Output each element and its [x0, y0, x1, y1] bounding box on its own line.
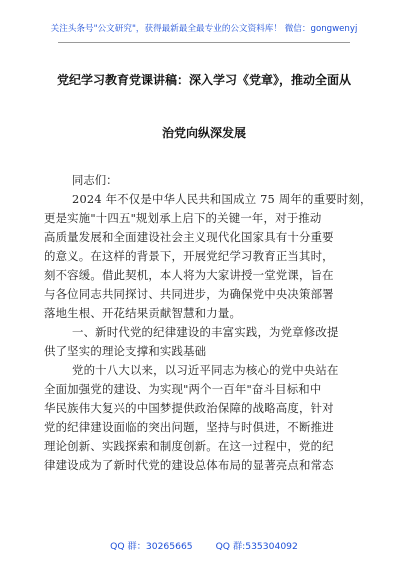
section-heading-line: 一、新时代党的纪律建设的丰富实践，为党章修改提 [72, 325, 339, 339]
header-divider [58, 42, 350, 43]
body-line: 的意义。在这样的背景下，开展党纪学习教育正当其时， [44, 249, 334, 263]
body-line: 党的十八大以来，以习近平同志为核心的党中央站在 [72, 363, 339, 377]
document-title-line-1: 党纪学习教育党课讲稿：深入学习《党章》，推动全面从 [56, 73, 351, 87]
body-line: 高质量发展和全面建设社会主义现代化国家具有十分重要 [44, 230, 334, 244]
body-line: 更是实施"十四五"规划承上启下的关键一年，对于推动 [44, 211, 322, 225]
body-line: 全面加强党的建设、为实现"两个一百年"奋斗目标和中 [44, 382, 322, 396]
header-banner: 关注头条号"公文研究"，获得最新最全最专业的公文资料库！ 微信：gongwenyj [50, 24, 358, 34]
footer-qq-group-1: QQ 群：30265665 [110, 541, 193, 552]
body-line: 落地生根、开花结果贡献智慧和力量。 [44, 306, 242, 320]
body-line: 与各位同志共同探讨、共同进步，为确保党中央决策部署 [44, 287, 334, 301]
footer-contact [0, 538, 408, 552]
body-line: 律建设成为了新时代党的建设总体布局的显著亮点和常态 [44, 458, 334, 472]
body-line: 刻不容缓。借此契机，本人将为大家讲授一堂党课，旨在 [44, 268, 334, 282]
body-line: 华民族伟大复兴的中国梦提供政治保障的战略高度，针对 [44, 401, 334, 415]
footer-qq-group-2: QQ 群:535304092 [215, 541, 298, 552]
document-title-line-2: 治党向纵深发展 [161, 126, 246, 140]
salutation: 同志们： [72, 173, 118, 187]
body-line: 党的纪律建设面临的突出问题，坚持与时俱进，不断推进 [44, 420, 334, 434]
section-heading-line: 供了坚实的理论支撑和实践基础 [44, 344, 207, 358]
body-line: 2024 年不仅是中华人民共和国成立 75 周年的重要时刻， [72, 192, 372, 206]
body-line: 理论创新、实践探索和制度创新。在这一过程中，党的纪 [44, 439, 334, 453]
